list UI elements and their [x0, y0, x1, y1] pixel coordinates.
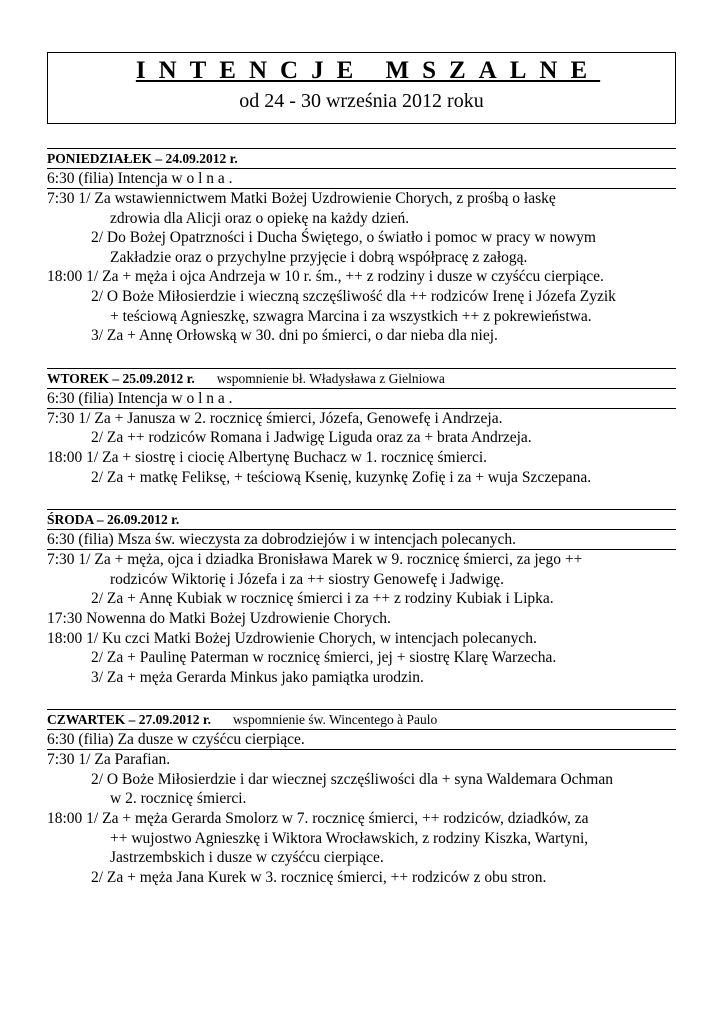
- day-note: wspomnienie św. Wincentego à Paulo: [233, 712, 438, 728]
- day-name: ŚRODA – 26.09.2012 r.: [47, 512, 180, 528]
- intention-line: 3/ Za + Annę Orłowską w 30. dni po śmierci, o dar nieba dla niej.: [91, 327, 498, 345]
- intention-line: + teściową Agnieszkę, szwagra Marcina i za wszystkich ++ z pokrewieństwa.: [110, 307, 592, 325]
- intention-line: Zakładzie oraz o przychylne przyjęcie i dobrą współpracę z załogą.: [110, 248, 528, 266]
- day-tuesday: [47, 368, 676, 487]
- page-subtitle: od 24 - 30 września 2012 roku: [239, 90, 484, 112]
- filia-mass: 6:30 (filia) Intencja w o l n a .: [47, 168, 676, 189]
- intention-line: 2/ O Boże Miłosierdzie i dar wiecznej szczęśliwości dla + syna Waldemara Ochman: [91, 770, 613, 788]
- intention-line: 18:00 1/ Ku czci Matki Bożej Uzdrowienie Chorych, w intencjach polecanych.: [47, 629, 537, 647]
- day-wednesday: [47, 509, 676, 687]
- filia-mass: 6:30 (filia) Intencja w o l n a .: [47, 388, 676, 409]
- intention-line: 17:30 Nowenna do Matki Bożej Uzdrowienie Chorych.: [47, 609, 391, 627]
- day-name: CZWARTEK – 27.09.2012 r.: [47, 712, 212, 728]
- intention-line: 7:30 1/ Za + męża, ojca i dziadka Bronisława Marek w 9. rocznicę śmierci, za jego ++: [47, 551, 583, 569]
- intention-line: 2/ Za + męża Jana Kurek w 3. rocznicę śmierci, ++ rodziców z obu stron.: [91, 868, 547, 886]
- day-name: PONIEDZIAŁEK – 24.09.2012 r.: [47, 151, 238, 166]
- intention-line: 18:00 1/ Za + męża Gerarda Smolorz w 7. rocznicę śmierci, ++ rodziców, dziadków, za: [47, 810, 589, 828]
- intention-line: 2/ Za + matkę Feliksę, + teściową Ksenię, kuzynkę Zofię i za + wuja Szczepana.: [91, 468, 592, 486]
- intention-line: w 2. rocznicę śmierci.: [110, 790, 247, 808]
- day-monday: [47, 148, 676, 346]
- intention-line: 3/ Za + męża Gerarda Minkus jako pamiątka urodzin.: [91, 668, 424, 686]
- intention-line: 7:30 1/ Za Parafian.: [47, 751, 171, 769]
- intention-line: 7:30 1/ Za + Janusza w 2. rocznicę śmierci, Józefa, Genowefę i Andrzeja.: [47, 409, 503, 427]
- intention-line: 7:30 1/ Za wstawiennictwem Matki Bożej Uzdrowienie Chorych, z prośbą o łaskę: [47, 190, 556, 207]
- day-name: WTOREK – 25.09.2012 r.: [47, 370, 195, 386]
- intention-line: 2/ O Boże Miłosierdzie i wieczną szczęśliwość dla ++ rodziców Irenę i Józefa Zyzik: [91, 287, 616, 305]
- day-note: wspomnienie bł. Władysława z Gielniowa: [216, 370, 445, 386]
- day-thursday: [47, 709, 676, 887]
- intention-line: rodziców Wiktorię i Józefa i za ++ siostry Genowefę i Jadwigę.: [110, 570, 505, 588]
- intention-line: 18:00 1/ Za + siostrę i ciocię Albertynę Buchacz w 1. rocznicę śmierci.: [47, 448, 488, 466]
- day-heading: [47, 148, 676, 168]
- intention-line: 18:00 1/ Za + męża i ojca Andrzeja w 10 r. śm., ++ z rodziny i dusze w czyśćcu cierpiące.: [47, 268, 604, 286]
- header-box: [47, 52, 676, 124]
- intention-line: ++ wujostwo Agnieszkę i Wiktora Wrocławskich, z rodziny Kiszka, Wartyni,: [110, 829, 589, 847]
- day-heading: [47, 709, 676, 729]
- day-heading: [47, 509, 676, 529]
- intention-line: 2/ Za + Paulinę Paterman w rocznicę śmierci, jej + siostrę Klarę Warzecha.: [91, 649, 557, 667]
- page-title: INTENCJE MSZALNE: [135, 57, 601, 84]
- document-page: [47, 52, 676, 887]
- intention-line: 2/ Za ++ rodziców Romana i Jadwigę Liguda oraz za + brata Andrzeja.: [91, 429, 532, 447]
- filia-mass: 6:30 (filia) Msza św. wieczysta za dobrodziejów i w intencjach polecanych.: [47, 529, 676, 550]
- day-heading: [47, 368, 676, 388]
- filia-mass: 6:30 (filia) Za dusze w czyśćcu cierpiące.: [47, 729, 676, 750]
- intention-line: 2/ Do Bożej Opatrzności i Ducha Świętego, o światło i pomoc w pracy w nowym: [91, 229, 596, 247]
- intention-line: 2/ Za + Annę Kubiak w rocznicę śmierci i za ++ z rodziny Kubiak i Lipka.: [91, 590, 554, 608]
- intention-line: zdrowia dla Alicji oraz o opiekę na każdy dzień.: [110, 209, 410, 227]
- intention-line: Jastrzembskich i dusze w czyśćcu cierpiące.: [110, 849, 384, 867]
